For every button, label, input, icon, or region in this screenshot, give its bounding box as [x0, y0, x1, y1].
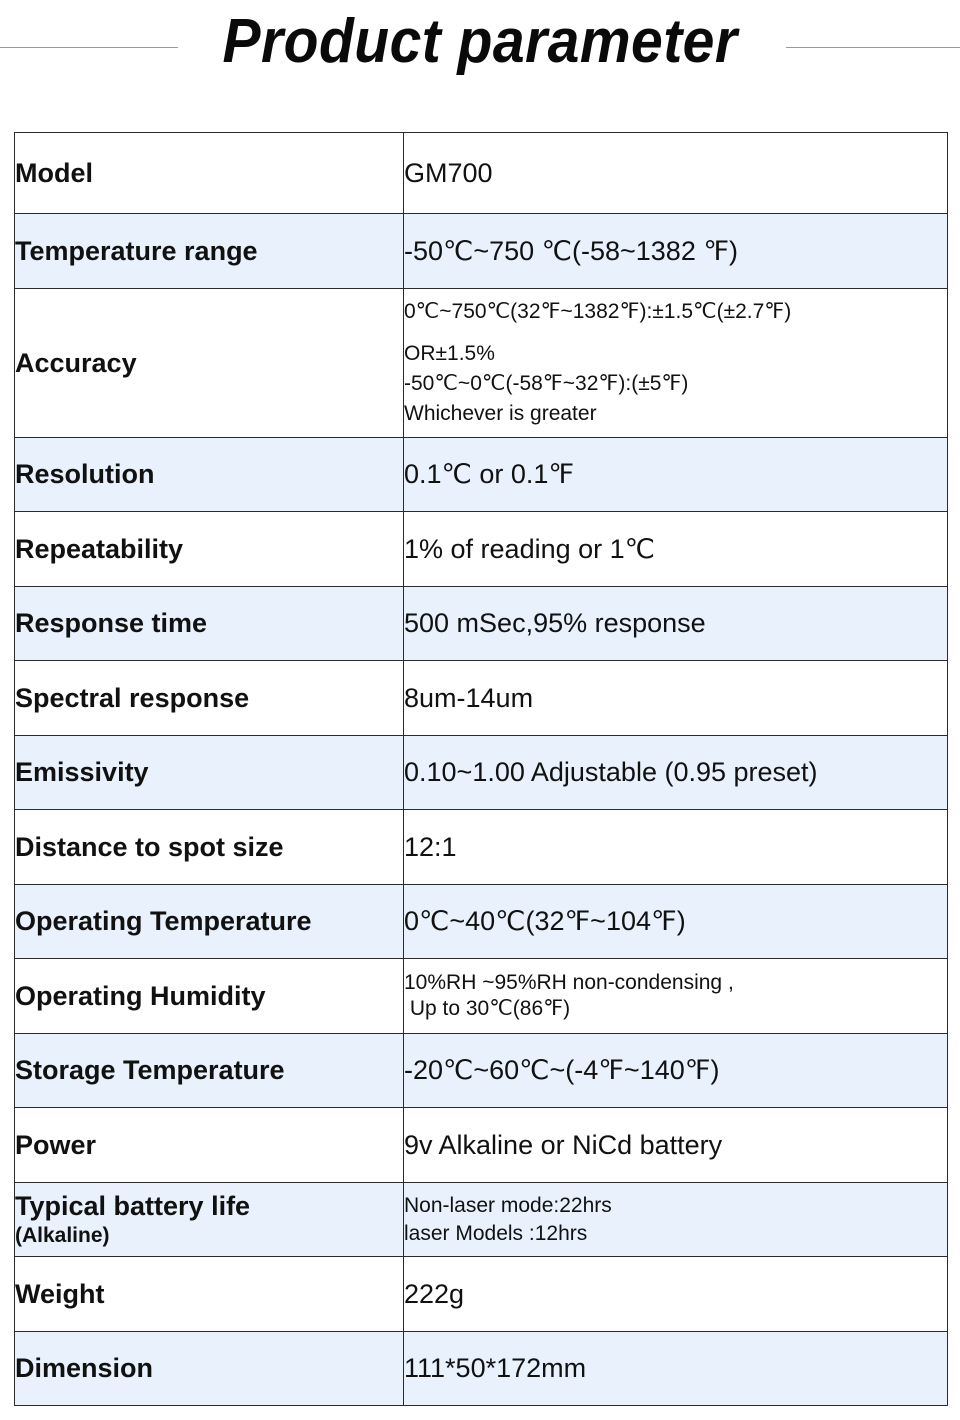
spec-row-accuracy — [15, 289, 948, 438]
spec-label: Model — [15, 133, 404, 214]
spec-row-temperature-range — [15, 214, 948, 289]
spec-value-line: -50℃~0℃(-58℉~32℉):(±5℉) — [404, 372, 689, 395]
spec-row-resolution — [15, 438, 948, 512]
spec-value-line: Up to 30℃(86℉) — [404, 997, 571, 1020]
spec-row-weight — [15, 1257, 948, 1332]
spec-value: 12:1 — [404, 810, 948, 885]
spec-label: Spectral response — [15, 661, 404, 736]
spec-value: 1% of reading or 1℃ — [404, 512, 948, 587]
spec-value: -20℃~60℃~(-4℉~140℉) — [404, 1034, 948, 1108]
spec-row-operating-humidity — [15, 959, 948, 1034]
spec-value-line: OR±1.5% — [404, 342, 495, 365]
spec-value: 0.1℃ or 0.1℉ — [404, 438, 948, 512]
spec-value: 500 mSec,95% response — [404, 587, 948, 661]
spec-label: Distance to spot size — [15, 810, 404, 885]
spec-value: 0.10~1.00 Adjustable (0.95 preset) — [404, 736, 948, 810]
spec-value — [404, 959, 948, 1034]
spec-value: 111*50*172mm — [404, 1332, 948, 1406]
spec-row-emissivity — [15, 736, 948, 810]
spec-label: Temperature range — [15, 214, 404, 289]
spec-row-repeatability — [15, 512, 948, 587]
spec-value-line: Non-laser mode:22hrs — [404, 1193, 612, 1217]
spec-row-spectral-response — [15, 661, 948, 736]
spec-row-storage-temperature — [15, 1034, 948, 1108]
spec-value: 8um-14um — [404, 661, 948, 736]
spec-row-distance-to-spot-size — [15, 810, 948, 885]
spec-sublabel: (Alkaline) — [15, 1224, 110, 1247]
spec-label — [15, 1183, 404, 1257]
spec-label: Resolution — [15, 438, 404, 512]
spec-label: Accuracy — [15, 289, 404, 438]
spec-value: 9v Alkaline or NiCd battery — [404, 1108, 948, 1183]
spec-value: 0℃~40℃(32℉~104℉) — [404, 885, 948, 959]
spec-label: Response time — [15, 587, 404, 661]
spec-value: 222g — [404, 1257, 948, 1332]
spec-label: Storage Temperature — [15, 1034, 404, 1108]
spec-row-typical-battery-life — [15, 1183, 948, 1257]
spec-row-model — [15, 133, 948, 214]
spec-row-power — [15, 1108, 948, 1183]
spec-label: Weight — [15, 1257, 404, 1332]
spec-label: Power — [15, 1108, 404, 1183]
spec-value — [404, 289, 948, 438]
spec-row-response-time — [15, 587, 948, 661]
spec-row-dimension — [15, 1332, 948, 1406]
spec-label: Emissivity — [15, 736, 404, 810]
spec-label: Repeatability — [15, 512, 404, 587]
spec-value-line: Whichever is greater — [404, 402, 597, 425]
spec-value-line: 10%RH ~95%RH non-condensing , — [404, 971, 734, 994]
spec-label-text: Typical battery life — [15, 1191, 251, 1221]
spec-table — [14, 132, 948, 1406]
spec-label: Operating Temperature — [15, 885, 404, 959]
spec-value-line: laser Models :12hrs — [404, 1221, 588, 1245]
spec-value — [404, 1183, 948, 1257]
spec-label: Operating Humidity — [15, 959, 404, 1034]
spec-row-operating-temperature — [15, 885, 948, 959]
spec-value-line: 0℃~750℃(32℉~1382℉):±1.5℃(±2.7℉) — [404, 300, 792, 323]
spec-value: -50℃~750 ℃(-58~1382 ℉) — [404, 214, 948, 289]
page-title: Product parameter — [222, 7, 738, 76]
spec-value: GM700 — [404, 133, 948, 214]
spec-label: Dimension — [15, 1332, 404, 1406]
